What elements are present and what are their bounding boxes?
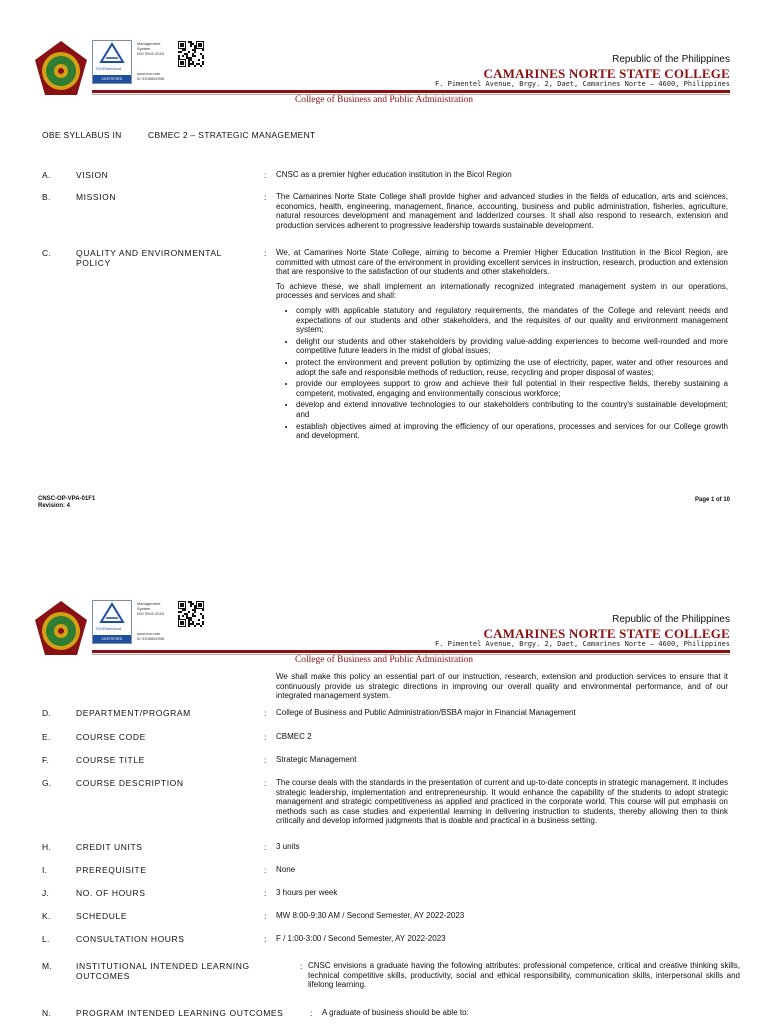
header-divider xyxy=(92,650,730,653)
republic-label: Republic of the Philippines xyxy=(612,54,730,65)
list-item: • provide our employees support to grow and achieve their full potential in their respective fields, thereby sustaining a competent, motivated, engaging and environmentally conscious workforce; xyxy=(296,379,728,398)
list-item: • establish objectives aimed at improving the efficiency of our operations, processes and services for our College growth and development. xyxy=(296,422,728,441)
republic-label: Republic of the Philippines xyxy=(612,614,730,625)
obe-syllabus-label: OBE SYLLABUS IN xyxy=(42,130,122,140)
college-address: F. Pimentel Avenue, Brgy. 2, Daet, Camarines Norte – 4600, Philippines xyxy=(434,80,730,88)
tuv-certified-label: CERTIFIED xyxy=(93,635,131,643)
department-title: College of Business and Public Administration xyxy=(294,95,474,105)
tuv-logo xyxy=(92,40,132,84)
qr-code-icon xyxy=(178,41,204,67)
department-title: College of Business and Public Administration xyxy=(294,655,474,665)
page-2: TÜVRheinland CERTIFIED Management System ISO 9001:2015 www.tuv.com ID 9108652906 Republic of the Philippines CAMARINES NORTE STATE COLLEGE F. Pimentel Avenue, Brgy. 2, Daet, Camarines Norte – 4600, Philippines College of Business and Public Administration We shall make this policy an essential part of our instruction, research, extension and production services to ensure that it continuously provide us strategic directions in improving our overall quality and environmental performance, and of our integrated management system. D. DEPARTMENT/PROGRAM : College of Business and Public Administration/BSBA major in Financial Management E. COURSE CODE : CBMEC 2 F. COURSE TITLE : Strategic Management G. COURSE DESCRIPTION : The course deals with the standards in the presentation of current and up-to-date concepts in strategic management. It includes strategic leadership, implementation and entrepreneurship. It would enhance the capability of the students to adopt strategic management and strategic competitiveness as applied and practiced in the corporate world. This course will put emphasis on methods such as case studies and experiential learning in delivering instruction to students, thereby allowing then to think critically and develop informed judgments that is doable and practical in a business setting. H. CREDIT UNITS : 3 units I. PREREQUISITE : None J. NO. OF HOURS : 3 hours per week K. SCHEDULE : MW 8:00-9:30 AM / Second Semester, AY 2022-2023 L. CONSULTATION HOURS : F / 1:00-3:00 / Second Semester, AY 2022-2023 M. INSTITUTIONAL INTENDED LEARNING OUTCOMES : CNSC envisions a graduate having the following attributes: professional competence, critical and creative thinking skills, technical competitive skills, productivity, social and ethical responsibility, communication skills, interpersonal skills and lifelong learning. N. PROGRAM INTENDED LEARNING OUTCOMES : A graduate of business should be able to: xyxy=(0,560,768,1024)
header-divider xyxy=(92,90,730,93)
college-name: CAMARINES NORTE STATE COLLEGE xyxy=(483,626,730,641)
tuv-triangle-icon xyxy=(93,41,131,65)
college-seal-logo xyxy=(32,40,90,98)
policy-achieve: To achieve these, we shall implement an internationally recognized integrated management system in our operations, processes and services and shall: xyxy=(276,281,728,301)
college-address: F. Pimentel Avenue, Brgy. 2, Daet, Camarines Norte – 4600, Philippines xyxy=(434,640,730,648)
list-item: • protect the environment and prevent pollution by optimizing the use of electricity, paper, water and other resources and adopt the safe and responsible methods of reduction, reuse, recycling and proper disposal of wastes; xyxy=(296,358,728,377)
qr-code-icon xyxy=(178,601,204,627)
iso-certification-badge xyxy=(92,40,212,84)
list-item: • develop and extend innovative technologies to our stakeholders contributing to the country's sustainable development; and xyxy=(296,400,728,419)
document-code: CNSC-OP-VPA-01F1 Revision: 4 xyxy=(38,496,96,509)
college-seal-logo xyxy=(32,600,90,658)
tuv-web-text: www.tuv.com ID 9108652906 xyxy=(137,631,165,641)
tuv-logo xyxy=(92,600,132,644)
page-number: Page 1 of 10 xyxy=(694,497,730,503)
policy-text xyxy=(276,248,728,443)
tuv-name: TÜVRheinland xyxy=(95,66,122,71)
tuv-system-text: Management System ISO 9001:2015 xyxy=(137,41,164,56)
list-item: • delight our students and other stakeholders by providing value-adding experiences to become well-rounded and more competitive future leaders in the midst of global issues; xyxy=(296,337,728,356)
policy-bullets xyxy=(276,306,728,441)
policy-intro: We, at Camarines Norte State College, aiming to become a Premier Higher Education Institution in the Bicol Region, are committed with utmost care of the environment in providing excellent services in instruction, research, production and extension that are responsive to the satisfaction of our students and other stakeholders. xyxy=(276,248,728,277)
college-name: CAMARINES NORTE STATE COLLEGE xyxy=(483,66,730,81)
page-1: TÜVRheinland CERTIFIED Management System ISO 9001:2015 www.tuv.com ID 9108652906 Republic of the Philippines CAMARINES NORTE STATE COLLEGE F. Pimentel Avenue, Brgy. 2, Daet, Camarines Norte – 4600, Philippines College of Business and Public Administration OBE SYLLABUS IN CBMEC 2 – STRATEGIC MANAGEMENT A. VISION : CNSC as a premier higher education institution in the Bicol Region B. MISSION : The Camarines Norte State College shall provide higher and advanced studies in the fields of education, arts and sciences, economics, health, engineering, management, finance, accounting, business and public administration, fisheries, agriculture, natural resources development and management and ladderized courses. It shall also respond to research, extension and production services adherent to progressive leadership towards sustainable development. C. QUALITY AND ENVIRONMENTAL POLICY : We, at Camarines Norte State College, aiming to become a Premier Higher Education Institution in the Bicol Region, are committed with utmost care of the environment in providing excellent services in instruction, research, production and extension that are responsive to the satisfaction of our students and other stakeholders. To achieve these, we shall implement an internationally recognized integrated management system in our operations, processes and services and shall: • comply with applicable statutory and regulatory requirements, the mandates of the College and relevant needs and expectations of our students and other stakeholders, and the requisites of our quality and environment management system; • delight our students and other stakeholders by providing value-adding experiences to become well-rounded and more competitive future leaders in the midst of global issues; • protect the environment and prevent pollution by optimizing the use of electricity, paper, water and other resources and adopt the safe and responsible methods of reduction, reuse, recycling and proper disposal of wastes; • provide our employees support to grow and achieve their full potential in their respective fields, thereby sustaining a competent, motivated, engaging and environmentally conscious workforce; • develop and extend innovative technologies to our stakeholders contributing to the country's sustainable development; and • establish objectives aimed at improving the efficiency of our operations, processes and services for our College growth and development. CNSC-OP-VPA-01F1 Revision: 4 Page 1 of 10 xyxy=(0,0,768,540)
list-item: • comply with applicable statutory and regulatory requirements, the mandates of the College and relevant needs and expectations of our students and other stakeholders, and the requisites of our quality and environment management system; xyxy=(296,306,728,335)
tuv-system-text: Management System ISO 9001:2015 xyxy=(137,601,164,616)
tuv-certified-label: CERTIFIED xyxy=(93,75,131,83)
tuv-triangle-icon xyxy=(93,601,131,625)
tuv-name: TÜVRheinland xyxy=(95,626,122,631)
tuv-web-text: www.tuv.com ID 9108652906 xyxy=(137,71,165,81)
policy-continuation: We shall make this policy an essential part of our instruction, research, extension and production services to ensure that it continuously provide us strategic directions in improving our overall quality and environmental performance, and of our integrated management system. xyxy=(276,672,728,701)
vision-text: CNSC as a premier higher education institution in the Bicol Region xyxy=(276,170,512,179)
mission-text: The Camarines Norte State College shall provide higher and advanced studies in the fields of education, arts and sciences, economics, health, engineering, management, finance, accounting, business and public administration, fisheries, agriculture, natural resources development and management and ladderized courses. It shall also respond to research, extension and production services adherent to progressive leadership towards sustainable development. xyxy=(276,192,728,230)
iso-certification-badge xyxy=(92,600,212,644)
course-heading: CBMEC 2 – STRATEGIC MANAGEMENT xyxy=(148,130,316,140)
